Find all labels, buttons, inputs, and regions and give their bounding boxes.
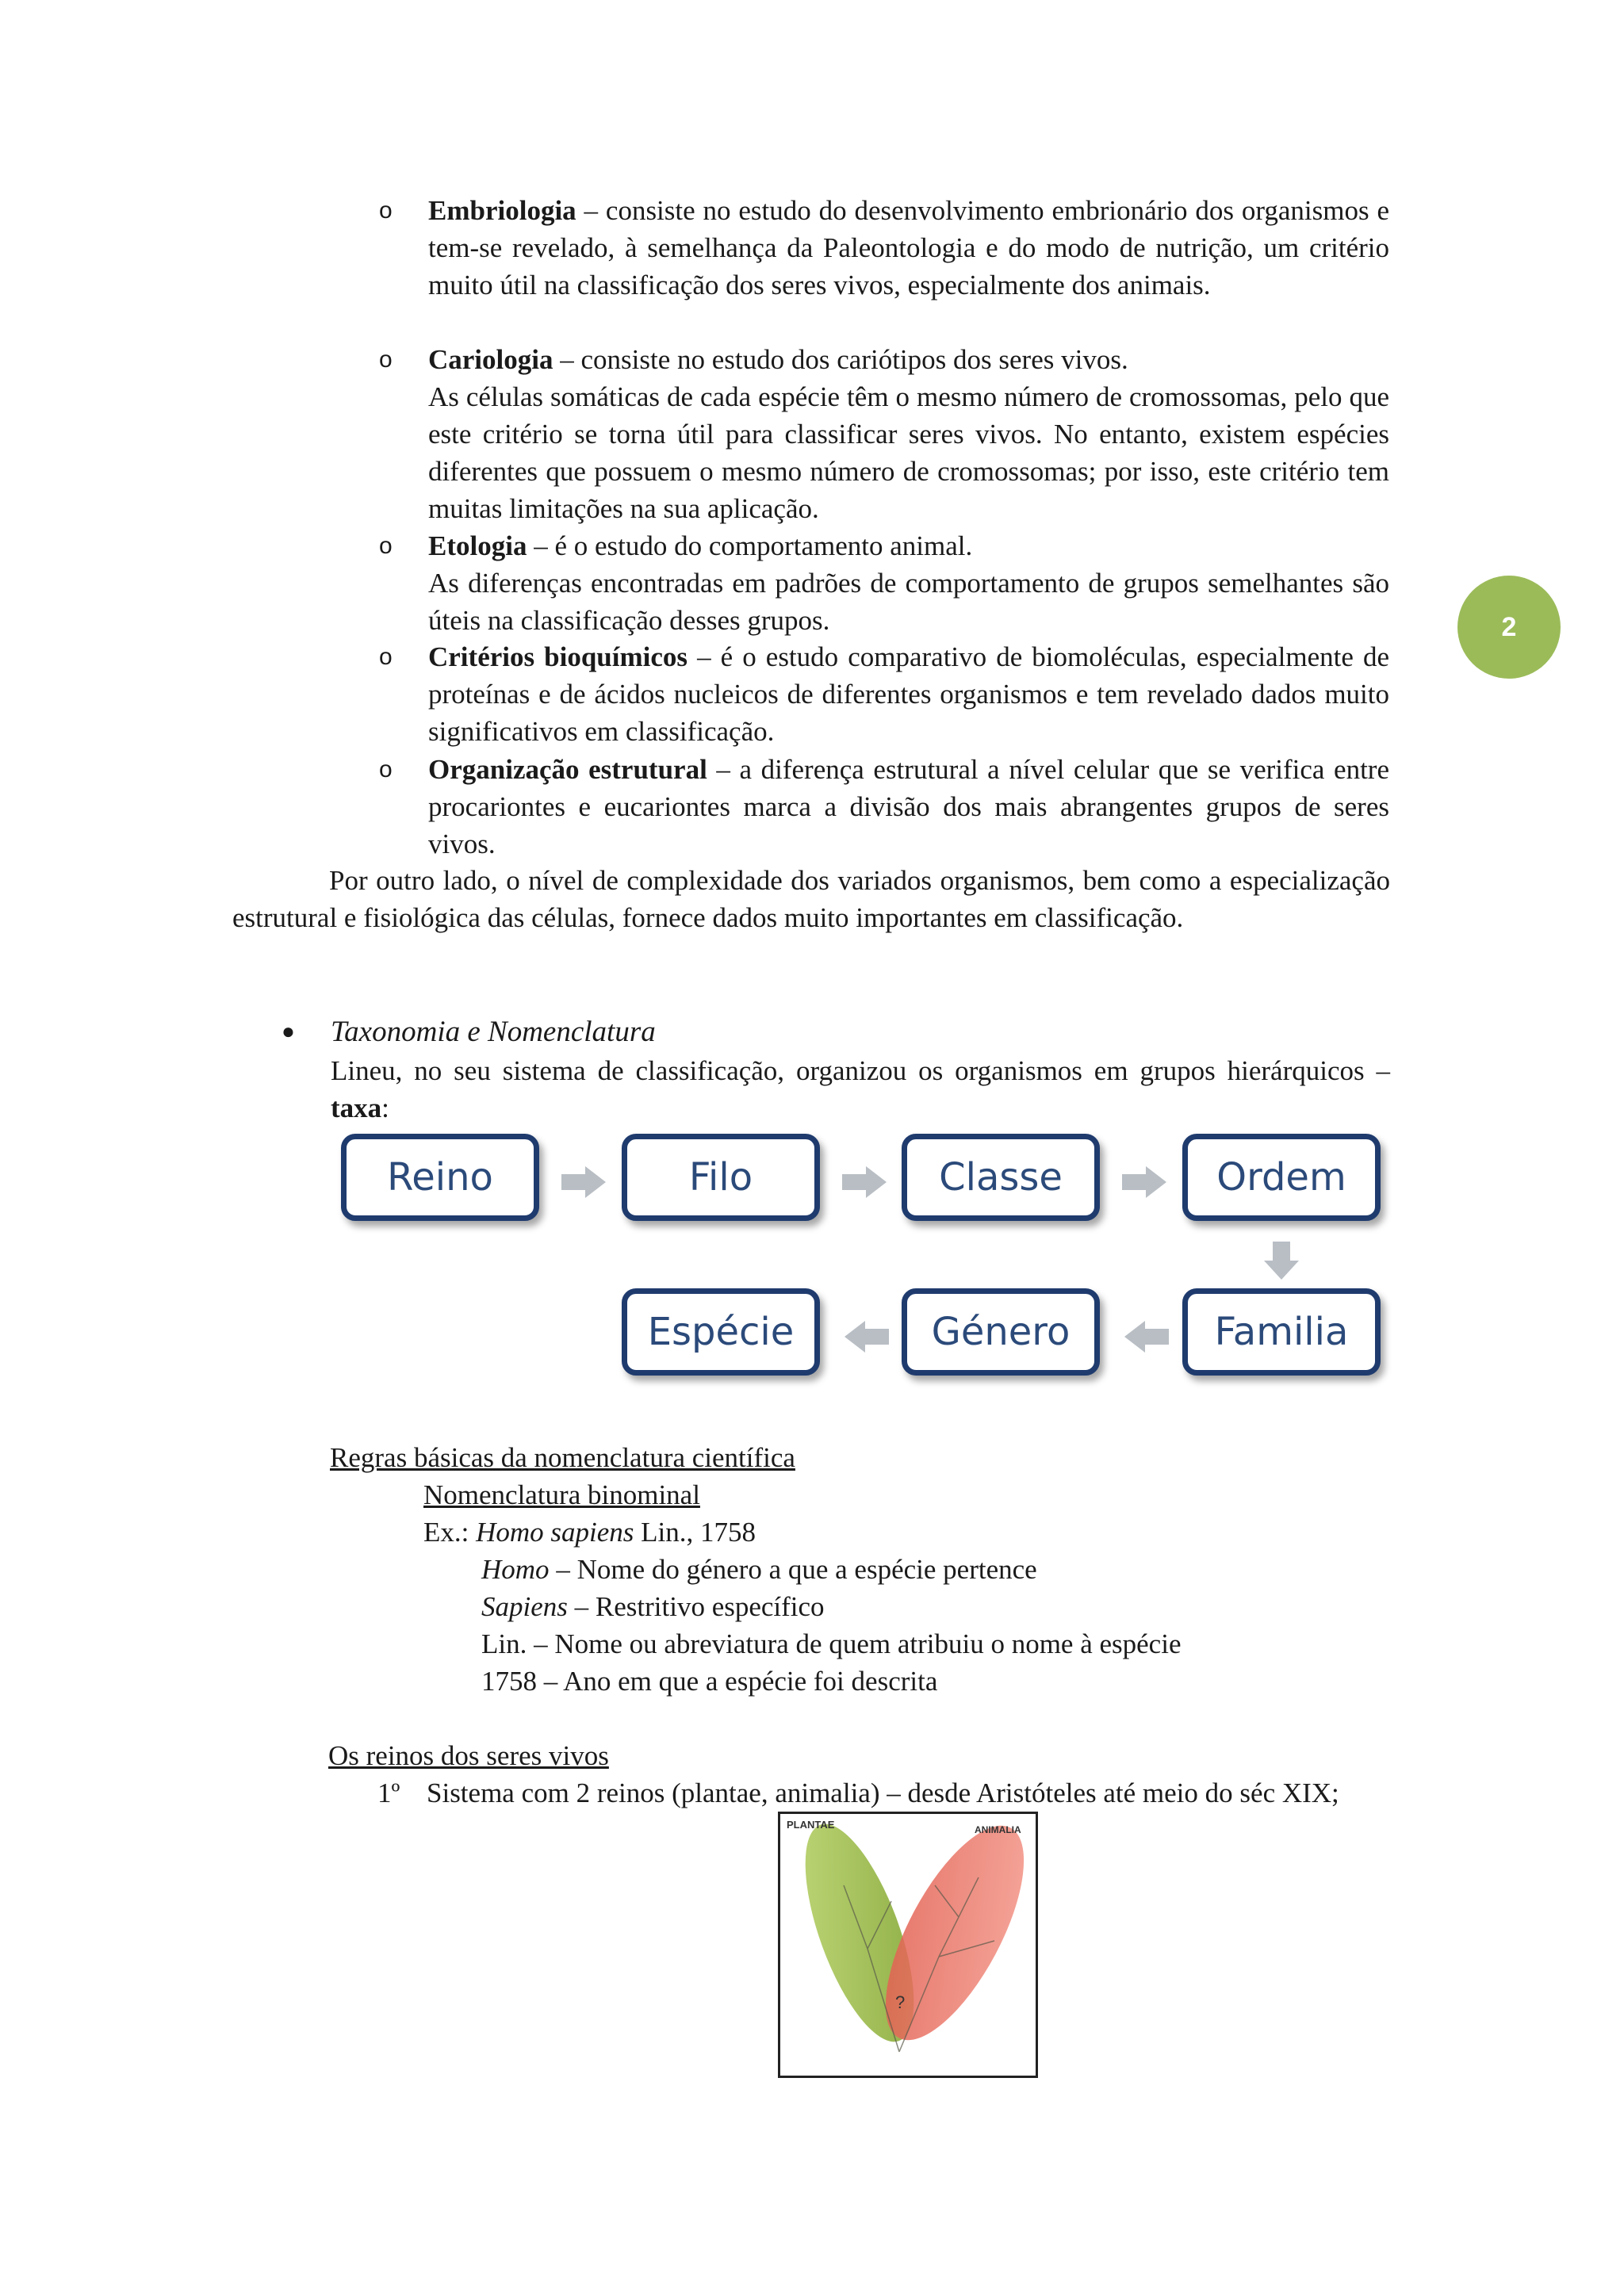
- desc: – Nome do género a que a espécie pertence: [549, 1554, 1037, 1585]
- example-suffix: Lin., 1758: [634, 1517, 756, 1548]
- intro-bold: taxa: [331, 1093, 382, 1123]
- criterion-cariologia: [379, 341, 1389, 527]
- intro-text: Lineu, no seu sistema de classificação, organizou os organismos em grupos hierárquicos –: [331, 1055, 1390, 1086]
- paragraph-text: Por outro lado, o nível de complexidade dos variados organismos, bem como a especialização estrutural e fisiológica das células, fornece dados muito importantes em classificação.: [232, 865, 1390, 933]
- nomenclature-line-sapiens: [481, 1588, 825, 1625]
- criterion-embriologia: [379, 192, 1389, 304]
- criterion-text: – consiste no estudo dos cariótipos dos seres vivos.: [553, 344, 1128, 375]
- arrow-right-icon: [1122, 1166, 1166, 1198]
- desc: – Nome ou abreviatura de quem atribuiu o nome à espécie: [527, 1628, 1182, 1659]
- taxonomy-bullet: [282, 1013, 1392, 1050]
- nomenclature-heading: Regras básicas da nomenclatura científica: [330, 1442, 795, 1473]
- list-marker: o: [379, 197, 393, 224]
- term: Lin.: [481, 1628, 527, 1659]
- rank-box-familia: Familia: [1182, 1288, 1381, 1376]
- desc: – Ano em que a espécie foi descrita: [537, 1666, 938, 1697]
- nomenclature-example: [423, 1513, 756, 1551]
- desc: – Restritivo específico: [567, 1591, 825, 1622]
- list-marker: o: [379, 756, 393, 783]
- term: Homo: [481, 1554, 550, 1585]
- nomenclature-line-homo: [481, 1551, 1037, 1588]
- plantae-label: PLANTAE: [787, 1819, 835, 1831]
- body-paragraph: [232, 862, 1390, 936]
- rank-box-ordem: Ordem: [1182, 1134, 1381, 1221]
- rank-box-especie: Espécie: [622, 1288, 820, 1376]
- list-marker: o: [379, 644, 393, 670]
- arrow-down-icon: [1264, 1242, 1299, 1280]
- criterion-title: Etologia: [428, 530, 527, 561]
- question-mark: ?: [895, 1992, 906, 2012]
- rank-box-classe: Classe: [902, 1134, 1100, 1221]
- example-prefix: Ex.:: [423, 1517, 477, 1548]
- kingdoms-illustration: [780, 1814, 1036, 2076]
- page-number-badge: 2: [1457, 576, 1561, 679]
- nomenclature-subheading: Nomenclatura binominal: [423, 1479, 700, 1510]
- list-marker: o: [379, 533, 393, 559]
- criterion-title: Organização estrutural: [428, 754, 707, 785]
- criterion-title: Cariologia: [428, 344, 553, 375]
- list-marker: o: [379, 346, 393, 373]
- intro-end: :: [381, 1093, 389, 1123]
- rank-box-filo: Filo: [622, 1134, 820, 1221]
- criterion-extra: As diferenças encontradas em padrões de comportamento de grupos semelhantes são úteis na classificação desses grupos.: [428, 568, 1389, 636]
- example-species: Homo sapiens: [476, 1517, 634, 1548]
- bullet-icon: ●: [282, 1020, 295, 1044]
- rank-box-reino: Reino: [341, 1134, 539, 1221]
- criterion-title: Embriologia: [428, 195, 576, 226]
- animalia-label: ANIMALIA: [975, 1824, 1021, 1835]
- arrow-right-icon: [842, 1166, 887, 1198]
- taxonomy-intro: [331, 1052, 1390, 1127]
- arrow-right-icon: [561, 1166, 606, 1198]
- nomenclature-line-lin: [481, 1625, 1181, 1663]
- taxonomy-heading: Taxonomia e Nomenclatura: [331, 1016, 656, 1048]
- criterion-extra: As células somáticas de cada espécie têm o mesmo número de cromossomas, pelo que este critério se torna útil para classificar seres vivos. No entanto, existem espécies diferentes que possuem o mesmo número de cromossomas; por isso, este critério tem muitas limitações na sua aplicação.: [428, 381, 1389, 524]
- two-kingdoms-figure: [778, 1812, 1038, 2078]
- term: Sapiens: [481, 1591, 568, 1622]
- criterion-text: – é o estudo comparativo de biomoléculas, especialmente de proteínas e de ácidos nucleicos de diferentes organismos e tem revelado dados muito significativos em classificação.: [428, 641, 1390, 747]
- criterion-etologia: [379, 527, 1389, 639]
- criterion-bioquimicos: [379, 638, 1389, 750]
- arrow-left-icon: [1124, 1321, 1169, 1353]
- kingdoms-item-num: 1º: [377, 1777, 400, 1808]
- nomenclature-line-year: [481, 1663, 937, 1700]
- term: 1758: [481, 1666, 537, 1697]
- kingdoms-item-text: Sistema com 2 reinos (plantae, animalia) – desde Aristóteles até meio do séc XIX;: [427, 1777, 1339, 1808]
- rank-box-genero: Género: [902, 1288, 1100, 1376]
- criterion-text: – é o estudo do comportamento animal.: [527, 530, 973, 561]
- criterion-title: Critérios bioquímicos: [428, 641, 688, 672]
- criterion-text: – consiste no estudo do desenvolvimento embrionário dos organismos e tem-se revelado, à semelhança da Paleontologia e do modo de nutrição, um critério muito útil na classificação dos seres vivos, especialmente dos animais.: [428, 195, 1389, 300]
- arrow-left-icon: [845, 1321, 889, 1353]
- criterion-text: – a diferença estrutural a nível celular que se verifica entre procariontes e eucariontes marca a divisão dos mais abrangentes grupos de seres vivos.: [428, 754, 1389, 859]
- criterion-organizacao: [379, 751, 1389, 863]
- kingdoms-heading: Os reinos dos seres vivos: [328, 1740, 609, 1771]
